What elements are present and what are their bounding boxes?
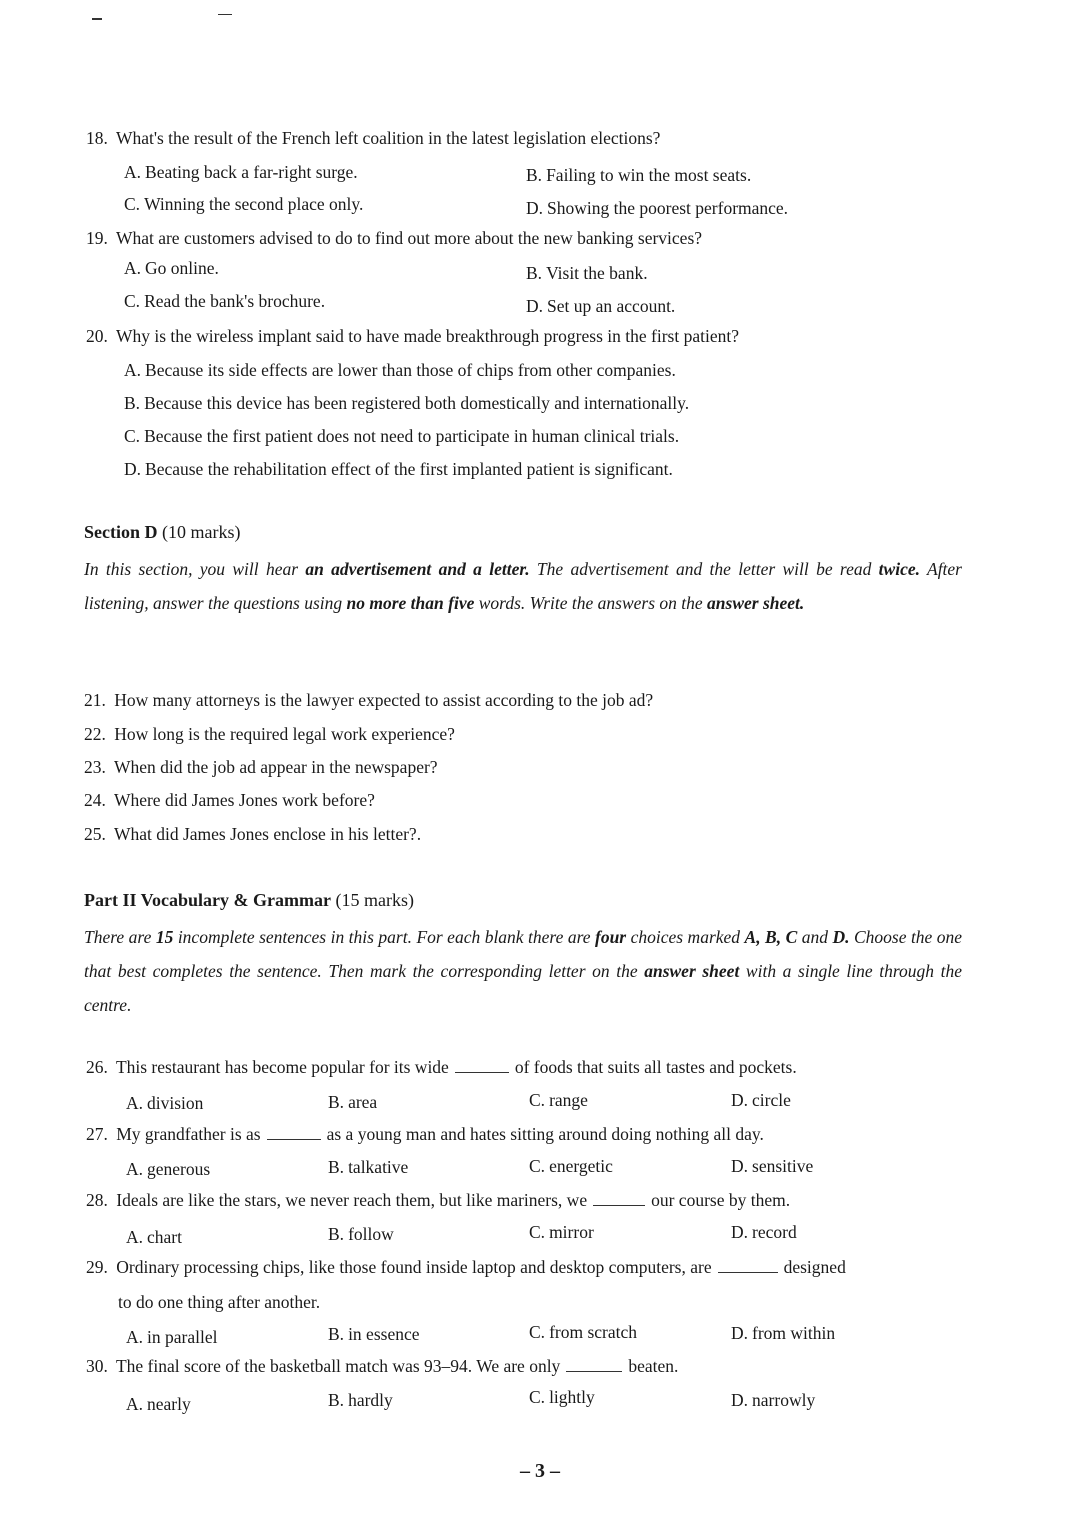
- question-29: [86, 1257, 846, 1278]
- section-marks: (15 marks): [335, 890, 414, 910]
- page-number: – 3 –: [520, 1460, 560, 1482]
- question-number: 30.: [86, 1356, 108, 1376]
- section-title: Part II Vocabulary & Grammar: [84, 890, 331, 910]
- option-text: Beating back a far-right surge.: [145, 162, 358, 182]
- question-26: [86, 1057, 797, 1078]
- option-text: range: [549, 1090, 588, 1110]
- option-letter: B.: [328, 1224, 345, 1244]
- option-a: [126, 1394, 191, 1415]
- part-2-heading: [84, 890, 414, 911]
- option-text: record: [752, 1222, 797, 1242]
- question-27: [86, 1124, 764, 1145]
- option-letter: D.: [731, 1323, 749, 1343]
- question-number: 28.: [86, 1190, 108, 1210]
- question-stem: What's the result of the French left coalition in the latest legislation elections?: [115, 128, 661, 148]
- option-b: [328, 1390, 393, 1411]
- option-a: [126, 1093, 203, 1114]
- option-letter: D.: [526, 198, 544, 218]
- option-letter: B.: [328, 1157, 345, 1177]
- answer-blank: [455, 1058, 509, 1073]
- option-letter: D.: [731, 1222, 749, 1242]
- option-letter: A.: [126, 1159, 144, 1179]
- option-text: Because the first patient does not need to participate in human clinical trials.: [144, 426, 680, 446]
- option-text: in essence: [348, 1324, 420, 1344]
- option-text: sensitive: [752, 1156, 814, 1176]
- option-letter: C.: [529, 1090, 546, 1110]
- instruction-emphasis: no more than five: [346, 593, 475, 613]
- option-letter: D.: [124, 459, 142, 479]
- question-number: 22.: [84, 724, 106, 744]
- option-letter: C.: [529, 1222, 546, 1242]
- option-a: [124, 258, 219, 279]
- question-stem: How long is the required legal work experience?: [114, 724, 455, 744]
- option-text: lightly: [549, 1387, 595, 1407]
- section-d-heading: [84, 522, 240, 543]
- option-text: hardly: [348, 1390, 393, 1410]
- option-text: circle: [752, 1090, 791, 1110]
- option-letter: A.: [126, 1394, 144, 1414]
- answer-blank: [718, 1258, 778, 1273]
- option-a: [126, 1327, 217, 1348]
- option-text: narrowly: [752, 1390, 816, 1410]
- option-letter: C.: [529, 1387, 546, 1407]
- question-stem: our course by them.: [651, 1190, 791, 1210]
- instruction-text: and: [801, 927, 828, 947]
- question-28: [86, 1190, 790, 1211]
- question-stem: Ideals are like the stars, we never reach them, but like mariners, we: [116, 1190, 588, 1210]
- option-d: [731, 1222, 797, 1243]
- question-30: [86, 1356, 678, 1377]
- option-letter: D.: [526, 296, 544, 316]
- answer-blank: [267, 1125, 321, 1140]
- question-stem: This restaurant has become popular for its wide: [115, 1057, 449, 1077]
- instruction-emphasis: A, B, C: [744, 927, 798, 947]
- option-d: [731, 1323, 835, 1344]
- option-c: [529, 1090, 588, 1111]
- question-number: 26.: [86, 1057, 108, 1077]
- question-22: [84, 724, 455, 745]
- question-stem: The final score of the basketball match was 93–94. We are only: [115, 1356, 561, 1376]
- question-19: [86, 228, 702, 249]
- option-d: [731, 1090, 791, 1111]
- option-text: Winning the second place only.: [144, 194, 364, 214]
- instruction-emphasis: twice.: [878, 559, 920, 579]
- option-text: Failing to win the most seats.: [546, 165, 752, 185]
- option-text: Because the rehabilitation effect of the first implanted patient is significant.: [145, 459, 673, 479]
- section-marks: (10 marks): [162, 522, 241, 542]
- instruction-emphasis: an advertisement and a letter.: [305, 559, 530, 579]
- instruction-text: Choose the one that best completes the sentence. Then mark the corresponding letter on the: [84, 927, 963, 981]
- option-a: [124, 162, 358, 183]
- option-letter: C.: [124, 194, 141, 214]
- question-23: [84, 757, 438, 778]
- question-stem: When did the job ad appear in the newspaper?: [113, 757, 438, 777]
- option-d: [526, 296, 675, 317]
- question-stem: Ordinary processing chips, like those found inside laptop and desktop computers, are: [116, 1257, 712, 1277]
- option-letter: C.: [529, 1156, 546, 1176]
- instruction-emphasis: D.: [832, 927, 850, 947]
- option-text: nearly: [147, 1394, 191, 1414]
- option-c: [529, 1322, 637, 1343]
- instruction-emphasis: answer sheet: [644, 961, 740, 981]
- option-letter: B.: [124, 393, 141, 413]
- option-letter: A.: [126, 1093, 144, 1113]
- option-d: [731, 1390, 815, 1411]
- option-d: [731, 1156, 813, 1177]
- question-stem: How many attorneys is the lawyer expected to assist according to the job ad?: [114, 690, 654, 710]
- question-stem: What are customers advised to do to find out more about the new banking services?: [115, 228, 703, 248]
- option-c: [124, 426, 679, 447]
- question-21: [84, 690, 653, 711]
- instruction-emphasis: four: [595, 927, 627, 947]
- option-text: in parallel: [147, 1327, 218, 1347]
- option-letter: B.: [328, 1092, 345, 1112]
- question-stem: designed: [783, 1257, 846, 1277]
- instruction-text: After listening, answer the questions using: [84, 559, 962, 613]
- instruction-text: There are: [84, 927, 152, 947]
- question-stem: to do one thing after another.: [118, 1292, 321, 1312]
- instruction-emphasis: 15: [155, 927, 174, 947]
- option-d: [124, 459, 673, 480]
- option-b: [526, 165, 751, 186]
- question-25: [84, 824, 421, 845]
- question-number: 25.: [84, 824, 106, 844]
- option-letter: D.: [731, 1390, 749, 1410]
- option-letter: A.: [126, 1327, 144, 1347]
- option-letter: B.: [526, 263, 543, 283]
- option-text: Showing the poorest performance.: [547, 198, 789, 218]
- option-letter: D.: [731, 1156, 749, 1176]
- option-a: [126, 1159, 210, 1180]
- option-text: Read the bank's brochure.: [144, 291, 326, 311]
- option-letter: A.: [124, 360, 142, 380]
- option-letter: C.: [124, 291, 141, 311]
- question-number: 24.: [84, 790, 106, 810]
- option-letter: B.: [328, 1324, 345, 1344]
- question-18: [86, 128, 660, 149]
- option-a: [126, 1227, 182, 1248]
- part-2-instructions: [84, 920, 962, 1022]
- option-b: [328, 1092, 377, 1113]
- option-letter: A.: [124, 258, 142, 278]
- option-text: Because this device has been registered both domestically and internationally.: [144, 393, 690, 413]
- option-c: [529, 1156, 613, 1177]
- instruction-text: In this section, you will hear: [84, 559, 299, 579]
- option-c: [529, 1387, 595, 1408]
- section-d-instructions: [84, 552, 962, 620]
- question-24: [84, 790, 375, 811]
- option-letter: B.: [526, 165, 543, 185]
- question-number: 21.: [84, 690, 106, 710]
- question-number: 23.: [84, 757, 106, 777]
- option-a: [124, 360, 676, 381]
- option-b: [124, 393, 689, 414]
- option-text: Visit the bank.: [546, 263, 648, 283]
- option-c: [529, 1222, 594, 1243]
- option-b: [328, 1224, 394, 1245]
- question-number: 27.: [86, 1124, 108, 1144]
- scan-mark-left: [92, 18, 102, 20]
- question-stem: as a young man and hates sitting around doing nothing all day.: [326, 1124, 764, 1144]
- option-letter: A.: [124, 162, 142, 182]
- section-title: Section D: [84, 522, 158, 542]
- option-text: energetic: [549, 1156, 613, 1176]
- answer-blank: [593, 1191, 645, 1206]
- scan-mark-right: [218, 14, 232, 15]
- option-text: area: [348, 1092, 378, 1112]
- question-20: [86, 326, 739, 347]
- question-number: 20.: [86, 326, 108, 346]
- option-letter: D.: [731, 1090, 749, 1110]
- option-text: talkative: [348, 1157, 409, 1177]
- option-text: chart: [147, 1227, 182, 1247]
- question-number: 29.: [86, 1257, 108, 1277]
- option-letter: C.: [124, 426, 141, 446]
- instruction-emphasis: answer sheet.: [707, 593, 805, 613]
- question-number: 18.: [86, 128, 108, 148]
- question-stem: What did James Jones enclose in his letter?.: [113, 824, 422, 844]
- option-d: [526, 198, 788, 219]
- instruction-text: words. Write the answers on the: [478, 593, 703, 613]
- option-text: Because its side effects are lower than those of chips from other companies.: [145, 360, 676, 380]
- question-number: 19.: [86, 228, 108, 248]
- question-stem: of foods that suits all tastes and pockets.: [514, 1057, 797, 1077]
- option-text: from within: [752, 1323, 836, 1343]
- instruction-text: choices marked: [630, 927, 741, 947]
- option-text: follow: [348, 1224, 394, 1244]
- option-letter: C.: [529, 1322, 546, 1342]
- option-text: from scratch: [549, 1322, 638, 1342]
- question-stem: Why is the wireless implant said to have made breakthrough progress in the first patient?: [115, 326, 739, 346]
- option-b: [328, 1157, 408, 1178]
- option-b: [526, 263, 648, 284]
- question-stem: My grandfather is as: [116, 1124, 261, 1144]
- option-text: Set up an account.: [547, 296, 676, 316]
- option-text: mirror: [549, 1222, 594, 1242]
- option-b: [328, 1324, 420, 1345]
- question-29-continued: [118, 1292, 320, 1313]
- option-letter: A.: [126, 1227, 144, 1247]
- answer-blank: [566, 1357, 622, 1372]
- instruction-text: The advertisement and the letter will be read: [536, 559, 872, 579]
- instruction-text: incomplete sentences in this part. For each blank there are: [177, 927, 591, 947]
- option-text: generous: [147, 1159, 211, 1179]
- question-stem: Where did James Jones work before?: [113, 790, 375, 810]
- option-c: [124, 194, 363, 215]
- option-letter: B.: [328, 1390, 345, 1410]
- question-stem: beaten.: [628, 1356, 679, 1376]
- instruction-text: with a single line through the centre.: [84, 961, 963, 1015]
- option-c: [124, 291, 325, 312]
- option-text: division: [147, 1093, 204, 1113]
- option-text: Go online.: [145, 258, 219, 278]
